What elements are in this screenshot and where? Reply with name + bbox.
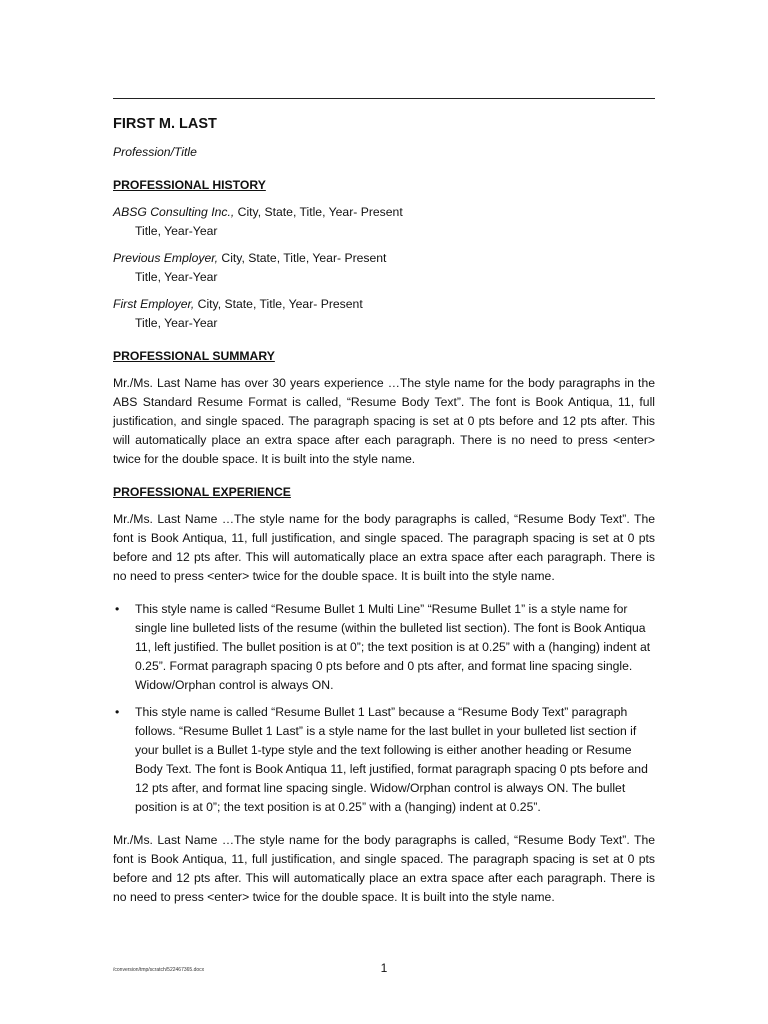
employer-name: Previous Employer, (113, 251, 218, 265)
resume-content (113, 114, 655, 921)
history-entry-subtitle: Title, Year-Year (135, 224, 218, 238)
history-entry (113, 249, 655, 287)
experience-bullet (113, 600, 655, 695)
bullet-icon: • (115, 705, 120, 719)
history-entry-subtitle: Title, Year-Year (135, 270, 218, 284)
employer-name: First Employer, (113, 297, 195, 311)
bullet-text: This style name is called “Resume Bullet 1 Multi Line” “Resume Bullet 1” is a style name for single line bulleted lists of the resume (within the bulleted list section). The font is Book Antiqua 11, left justified. The bullet position is at 0”; the text position is at 0.25” with a (hanging) indent at 0.25”. Format paragraph spacing 0 pts before and 0 pts after, and format line spacing single. Widow/Orphan control is always ON. (135, 602, 651, 692)
history-entry-subtitle: Title, Year-Year (135, 316, 218, 330)
footer-file-path: /conversion/tmp/scratch/522467365.docx (113, 967, 205, 973)
history-entry (113, 295, 655, 333)
summary-heading: PROFESSIONAL SUMMARY (113, 349, 275, 363)
history-list (113, 203, 655, 333)
person-name: FIRST M. LAST (113, 116, 217, 132)
experience-outro-paragraph: Mr./Ms. Last Name …The style name for the body paragraphs is called, “Resume Body Text”. The font is Book Antiqua, 11, full justification, and single spaced. The paragraph spacing is set at 0 pts before and 12 pts after. This will automatically place an extra space after each paragraph. There is no need to press <enter> twice for the double space. It is built into the style name. (113, 833, 655, 904)
history-heading: PROFESSIONAL HISTORY (113, 178, 266, 192)
experience-intro-paragraph: Mr./Ms. Last Name …The style name for the body paragraphs is called, “Resume Body Text”. The font is Book Antiqua, 11, full justification, and single spaced. The paragraph spacing is set at 0 pts before and 12 pts after. This will automatically place an extra space after each paragraph. There is no need to press <enter> twice for the double space. It is built into the style name. (113, 512, 655, 583)
employer-details: City, State, Title, Year- Present (234, 205, 403, 219)
profession-title: Profession/Title (113, 145, 197, 159)
history-entry (113, 203, 655, 241)
experience-bullet (113, 703, 655, 817)
employer-details: City, State, Title, Year- Present (218, 251, 387, 265)
summary-paragraph: Mr./Ms. Last Name has over 30 years experience …The style name for the body paragraphs in the ABS Standard Resume Format is called, “Resume Body Text”. The font is Book Antiqua, 11, full justification, and single spaced. The paragraph spacing is set at 0 pts before and 12 pts after. This will automatically place an extra space after each paragraph. There is no need to press <enter> twice for the double space. It is built into the style name. (113, 376, 655, 466)
employer-name: ABSG Consulting Inc., (113, 205, 235, 219)
history-entry-line (113, 249, 655, 268)
history-entry-line (113, 203, 655, 222)
experience-heading: PROFESSIONAL EXPERIENCE (113, 485, 291, 499)
page-number: 1 (380, 961, 388, 975)
bullet-text: This style name is called “Resume Bullet 1 Last” because a “Resume Body Text” paragraph follows. “Resume Bullet 1 Last” is a style name for the last bullet in your bulleted list section if your bullet is a Bullet 1-type style and the text following is either another heading or Resume Body Text. The font is Book Antiqua 11, left justified, format paragraph spacing 0 pts before and 12 pts after, and format line spacing single. Widow/Orphan control is always ON. The bullet position is at 0”; the text position is at 0.25” with a (hanging) indent at 0.25”. (135, 705, 648, 814)
employer-details: City, State, Title, Year- Present (194, 297, 363, 311)
header-rule (113, 98, 655, 99)
history-entry-line (113, 295, 655, 314)
experience-bullet-list (113, 600, 655, 817)
bullet-icon: • (115, 602, 120, 616)
